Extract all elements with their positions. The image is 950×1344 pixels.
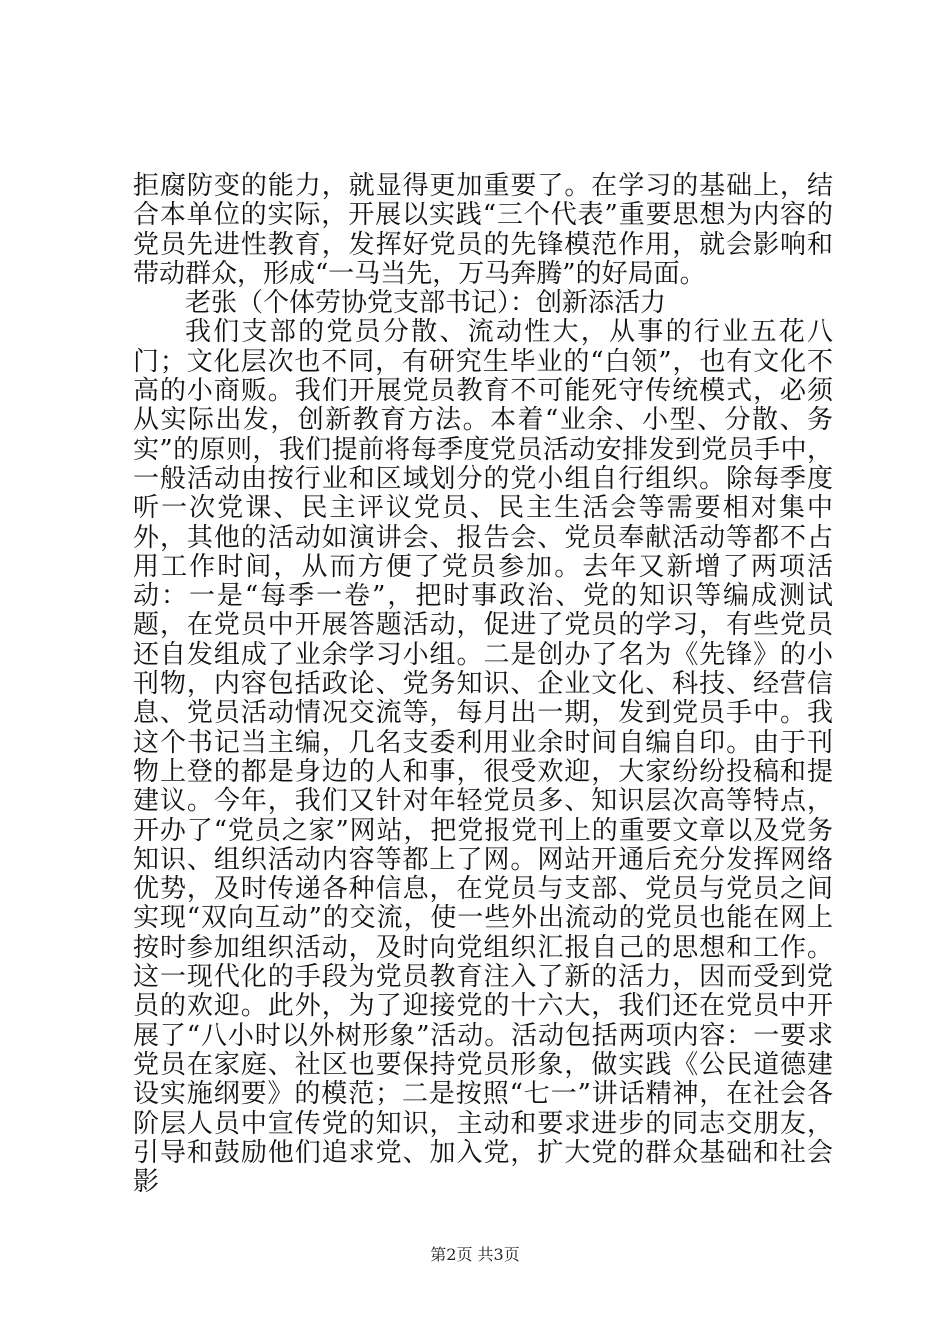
paragraph-main: 我们支部的党员分散、流动性大，从事的行业五花八门；文化层次也不同，有研究生毕业的“白领”，也有文化不高的小商贩。我们开展党员教育不可能死守传统模式，必须从实际出发，创新教育方法。本着“业余、小型、分散、务实”的原则，我们提前将每季度党员活动安排发到党员手中，一般活动由按行业和区域划分的党小组自行组织。除每季度听一次党课、民主评议党员、民主生活会等需要相对集中外，其他的活动如演讲会、报告会、党员奉献活动等都不占用工作时间，从而方便了党员参加。去年又新增了两项活动：一是“每季一卷”，把时事政治、党的知识等编成测试题，在党员中开展答题活动，促进了党员的学习，有些党员还自发组成了业余学习小组。二是创办了名为《先锋》的小刊物，内容包括政论、党务知识、企业文化、科技、经营信息、党员活动情况交流等，每月出一期，发到党员手中。我这个书记当主编，几名支委利用业余时间自编自印。由于刊物上登的都是身边的人和事，很受欢迎，大家纷纷投稿和提建议。今年，我们又针对年轻党员多、知识层次高等特点，开办了“党员之家”网站，把党报党刊上的重要文章以及党务知识、组织活动内容等都上了网。网站开通后充分发挥网络优势，及时传递各种信息，在党员与支部、党员与党员之间实现“双向互动”的交流，使一些外出流动的党员也能在网上按时参加组织活动，及时向党组织汇报自己的思想和工作。这一现代化的手段为党员教育注入了新的活力，因而受到党员的欢迎。此外，为了迎接党的十六大，我们还在党员中开展了“八小时以外树形象”活动。活动包括两项内容：一要求党员在家庭、社区也要保持党员形象，做实践《公民道德建设实施纲要》的模范；二是按照“七一”讲话精神，在社会各阶层人员中宣传党的知识，主动和要求进步的同志交朋友，引导和鼓励他们追求党、加入党，扩大党的群众基础和社会影 (133, 317, 833, 1198)
section-heading: 老张（个体劳协党支部书记）：创新添活力 (185, 288, 667, 319)
document-body (133, 172, 833, 1197)
page-footer: 第2页 共3页 (430, 1245, 520, 1264)
paragraph-continuation: 拒腐防变的能力，就显得更加重要了。在学习的基础上，结合本单位的实际，开展以实践“三个代表”重要思想为内容的党员先进性教育，发挥好党员的先锋模范作用，就会影响和带动群众，形成“一马当先，万马奔腾”的好局面。 (133, 171, 833, 289)
